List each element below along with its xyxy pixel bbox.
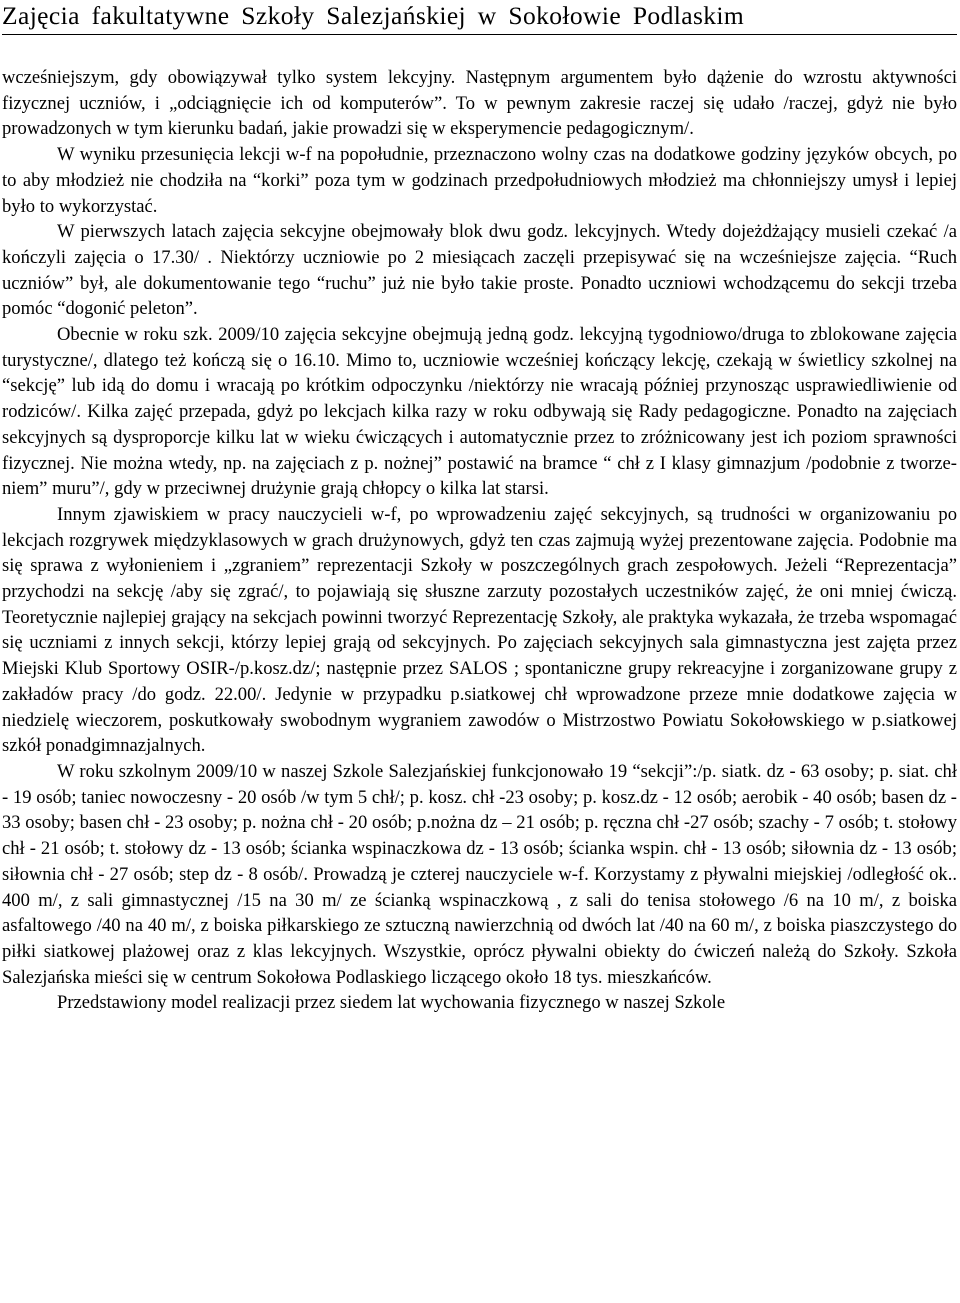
paragraph: Innym zjawiskiem w pracy nauczycieli w-f, po wprowadzeniu zajęć sekcyjnych, są trudności w organizowaniu po lekcjach rozgrywek międzyklasowych w grach drużynowych, gdyż ten czas zajmują wyżej prezentowane zajęcia. Podobnie ma się sprawa z wyłonieniem i „zgraniem” reprezentacji Szkoły w poszczególnych grach zespołowych. Jeżeli “Reprezentacja” przychodzi na sekcję /aby się zgrać/, to pojawiają się słuszne zarzuty pozostałych uczestników zajęć, że oni mniej ćwiczą. Teoretycznie najlepiej grający na sekcjach powinni tworzyć Reprezentację Szkoły, ale praktyka wykazała, że trzeba wspomagać się uczniami z innych sekcji, którzy lepiej grają od sekcyjnych. Po zajęciach sekcyjnych sala gimnastyczna jest zajęta przez Miejski Klub Sportowy OSIR-/p.kosz.dz/; następnie przez SALOS ; spontaniczne grupy rekreacyjne i zorganizowane grupy z zakładów pracy /do godz. 22.00/. Jedynie w przypadku p.siatkowej chł wprowadzone przeze mnie dodatkowe zajęcia w niedzielę wieczorem, poskutkowały swobodnym wygraniem zawodów o Mistrzostwo Powiatu Sokołowskiego w p.siatkowej szkół ponadgimnazjalnych. <box>2 503 957 757</box>
paragraph: Przedstawiony model realizacji przez siedem lat wychowania fizycznego w naszej Szkole <box>57 992 726 1014</box>
paragraph: W pierwszych latach zajęcia sekcyjne obejmowały blok dwu godz. lekcyjnych. Wtedy dojeżdżający musieli czekać /a kończyli zajęcia o 17.30/ . Niektórzy uczniowie po 2 miesiącach zaczęli przepisywać się na wcześniejsze zajęcia. “Ruch uczniów” był, ale dokumentowanie tego “ruchu” już nie było takie proste. Ponadto uczniowi wchodzącemu do sekcji trzeba pomóc “dogonić peleton”. <box>2 221 957 320</box>
page-title: Zajęcia fakultatywne Szkoły Salezjańskiej w Sokołowie Podlaskim <box>2 1 745 30</box>
paragraph: wcześniejszym, gdy obowiązywał tylko system lekcyjny. Następnym argumentem było dążenie do wzrostu aktywności fizycznej uczniów, i „odciągnięcie ich od komputerów”. To w pewnym zakresie raczej się udało /raczej, gdyż nie było prowadzonych w tym kierunku badań, jakie prowadzi się w eksperymencie pedagogicznym/. <box>2 67 957 140</box>
document-body <box>2 65 957 1016</box>
paragraph: W wyniku przesunięcia lekcji w-f na popołudnie, przeznaczono wolny czas na dodatkowe godziny języków obcych, po to aby młodzież nie chodziła na “korki” poza tym w godzinach przedpołudniowych młodzież ma chłonniejszy umysł i lepiej było to wykorzystać. <box>2 144 957 217</box>
paragraph: Obecnie w roku szk. 2009/10 zajęcia sekcyjne obejmują jedną godz. lekcyjną tygodniowo/druga to zblokowane zajęcia turystyczne/, dlatego też kończą się o 16.10. Mimo to, uczniowie wcześniej kończący lekcję, czekają w świetlicy szkolnej na “sekcję” lub idą do domu i wracają po krótkim odpoczynku /niektórzy nie wracają później przynosząc usprawiedliwienie od rodziców/. Kilka zajęć przepada, gdyż po lekcjach kilka razy w roku odbywają się Rady pedagogiczne. Ponadto na zajęciach sekcyjnych są dysproporcje kilku lat w wieku ćwiczących i automatycznie przez to zróżnicowany jest ich poziom sprawności fizycznej. Nie można wtedy, np. na zajęciach z p. nożnej” postawić na bramce “ chł z I klasy gimnazjum /podobnie z tworze-niem” muru”/, gdy w przeciwnej drużynie grają chłopcy o kilka lat starsi. <box>2 324 957 500</box>
paragraph: W roku szkolnym 2009/10 w naszej Szkole Salezjańskiej funkcjonowało 19 “sekcji”:/p. siatk. dz - 63 osoby; p. siat. chł - 19 osób; taniec nowoczesny - 20 osób /w tym 5 chł/; p. kosz. chł -23 osoby; p. kosz.dz - 12 osób; aerobik - 40 osób; basen dz - 33 osoby; basen chł - 23 osoby; p. nożna chł - 20 osób; p.nożna dz – 21 osób; p. ręczna chł -27 osób; szachy - 7 osób; t. stołowy chł - 21 osób; t. stołowy dz - 13 osób; ścianka wspinaczkowa dz - 13 osób; ścianka wspin. chł - 13 osób; siłownia dz - 13 osób; siłownia chł - 27 osób; step dz - 8 osób/. Prowadzą je czterej nauczyciele w-f. Korzystamy z pływalni miejskiej /odległość ok.. 400 m/, z sali gimnastycznej /15 na 30 m/ ze ścianką wspinaczkową , z sali do tenisa stołowego /6 na 10 m/, z boiska asfaltowego /40 na 40 m/, z boiska piłkarskiego ze sztuczną nawierzchnią od dwóch lat /40 na 60 m/, z boiska piaszczystego do piłki siatkowej plażowej oraz z klas lekcyjnych. Wszystkie, oprócz pływalni obiekty do ćwiczeń należą do Szkoły. Szkoła Salezjańska mieści się w centrum Sokołowa Podlaskiego liczącego około 18 tys. mieszkańców. <box>2 760 957 988</box>
title-divider <box>2 34 957 35</box>
